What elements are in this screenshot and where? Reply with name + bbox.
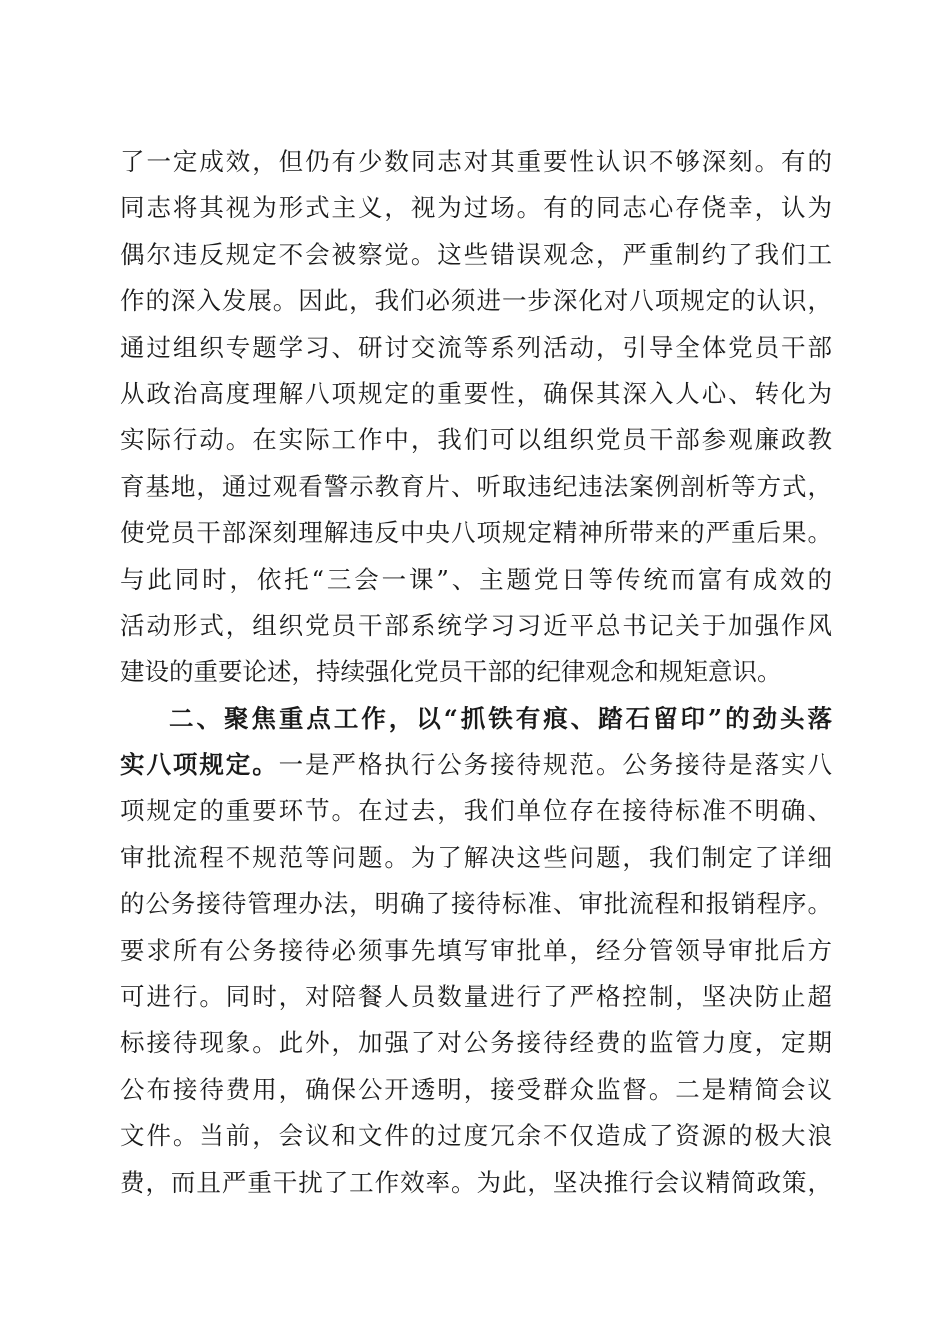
text-line xyxy=(120,742,832,788)
text-line: 可进行。同时，对陪餐人员数量进行了严格控制，坚决防止超 xyxy=(120,982,832,1012)
text-line: 作的深入发展。因此，我们必须进一步深化对八项规定的认识， xyxy=(120,286,832,316)
text-segment: 一是严格执行公务接待规范。公务接待是落实八 xyxy=(278,750,832,780)
text-line: 标接待现象。此外，加强了对公务接待经费的监管力度，定期 xyxy=(120,1028,832,1058)
document-body xyxy=(120,139,832,1206)
text-line: 使党员干部深刻理解违反中央八项规定精神所带来的严重后果。 xyxy=(120,518,832,548)
text-line: 文件。当前，会议和文件的过度冗余不仅造成了资源的极大浪 xyxy=(120,1121,832,1151)
text-line: 从政治高度理解八项规定的重要性，确保其深入人心、转化为 xyxy=(120,378,832,408)
paragraph-2 xyxy=(120,696,832,1206)
text-line: 了一定成效，但仍有少数同志对其重要性认识不够深刻。有的 xyxy=(120,147,832,176)
text-line: 项规定的重要环节。在过去，我们单位存在接待标准不明确、 xyxy=(120,796,832,826)
section-heading: 二、聚焦重点工作，以“抓铁有痕、踏石留印”的劲头落 xyxy=(169,703,832,733)
text-line: 审批流程不规范等问题。为了解决这些问题，我们制定了详细 xyxy=(120,842,832,872)
text-line: 公布接待费用，确保公开透明，接受群众监督。二是精简会议 xyxy=(120,1074,832,1104)
text-line: 与此同时，依托“三会一课”、主题党日等传统而富有成效的 xyxy=(120,564,832,594)
text-line: 的公务接待管理办法，明确了接待标准、审批流程和报销程序。 xyxy=(120,889,832,919)
text-line: 活动形式，组织党员干部系统学习习近平总书记关于加强作风 xyxy=(120,610,832,640)
paragraph-1 xyxy=(120,139,832,696)
text-line: 育基地，通过观看警示教育片、听取违纪违法案例剖析等方式， xyxy=(120,471,832,501)
text-line: 要求所有公务接待必须事先填写审批单，经分管领导审批后方 xyxy=(120,935,832,965)
text-line: 实际行动。在实际工作中，我们可以组织党员干部参观廉政教 xyxy=(120,425,832,455)
text-line: 建设的重要论述，持续强化党员干部的纪律观念和规矩意识。 xyxy=(120,657,782,687)
text-line: 费，而且严重干扰了工作效率。为此，坚决推行会议精简政策， xyxy=(120,1167,832,1197)
section-heading-end: 实八项规定。 xyxy=(120,750,279,780)
text-line: 同志将其视为形式主义，视为过场。有的同志心存侥幸，认为 xyxy=(120,193,832,223)
text-line: 通过组织专题学习、研讨交流等系列活动，引导全体党员干部 xyxy=(120,332,832,362)
text-line: 偶尔违反规定不会被察觉。这些错误观念，严重制约了我们工 xyxy=(120,239,832,269)
